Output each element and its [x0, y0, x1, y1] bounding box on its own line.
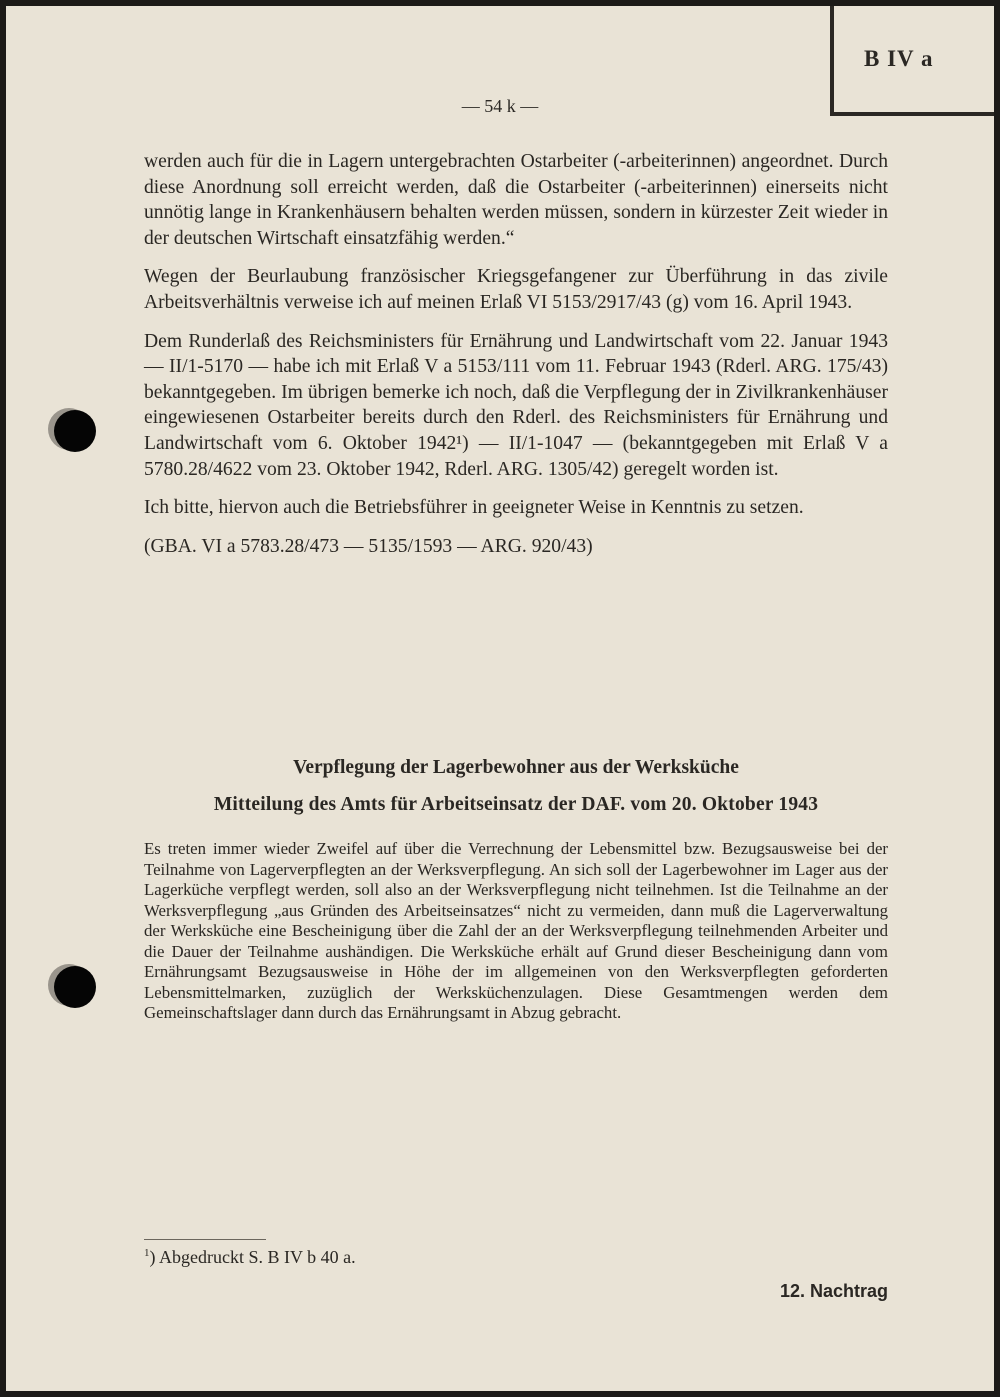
document-page	[6, 6, 994, 1391]
body-paragraph: Dem Runderlaß des Reichsministers für Ernährung und Landwirtschaft vom 22. Januar 1943 — II/1-5170 — habe ich mit Erlaß V a 5153/111 vom 11. Februar 1943 (Rderl. ARG. 175/43) bekanntgegeben. Im übrigen bemerke ich noch, daß die Verpflegung der in Zivilkrankenhäuser eingewiesenen Ostarbeiter bereits durch den Rderl. des Reichsministers für Ernährung und Landwirtschaft vom 6. Oktober 1942¹) — II/1-1047 — (bekanntgegeben mit Erlaß V a 5780.28/4622 vom 23. Oktober 1942, Rderl. ARG. 1305/42) geregelt worden ist.	[144, 330, 888, 480]
footnote	[144, 1247, 356, 1268]
section-tab-label: B IV a	[864, 46, 934, 71]
page-number: — 54 k —	[461, 96, 539, 116]
body-paragraph: werden auch für die in Lagern untergebrachten Ostarbeiter (-arbeiterinnen) angeordnet. Durch diese Anordnung soll erreicht werden, daß die Ostarbeiter (-arbeiterinnen) einerseits nicht unnötig lange in Krankenhäusern behalten werden müssen, sondern in kürzester Zeit wieder in der deutschen Wirtschaft einsatzfähig werden.“	[144, 151, 888, 249]
body-text	[144, 149, 888, 559]
supplement-label: 12. Nachtrag	[779, 1281, 888, 1301]
section-subtitle: Mitteilung des Amts für Arbeitseinsatz der DAF. vom 20. Oktober 1943	[213, 794, 819, 815]
body-paragraph: Wegen der Beurlaubung französischer Kriegsgefangener zur Überführung in das zivile Arbeitsverhältnis verweise ich auf meinen Erlaß VI 5153/2917/43 (g) vom 16. April 1943.	[144, 266, 888, 313]
reference-line: (GBA. VI a 5783.28/473 — 5135/1593 — ARG. 920/43)	[144, 535, 593, 557]
body-paragraph: Ich bitte, hiervon auch die Betriebsführer in geeigneter Weise in Kenntnis zu setzen.	[144, 497, 804, 519]
punch-hole	[54, 966, 96, 1008]
punch-hole	[54, 410, 96, 452]
footnote-marker: 1	[144, 1247, 150, 1259]
section-title: Verpflegung der Lagerbewohner aus der Werksküche	[293, 757, 739, 778]
section-text: Es treten immer wieder Zweifel auf über die Verrechnung der Lebensmittel bzw. Bezugsausweise bei der Teilnahme von Lagerverpflegten an der Werksverpflegung. An sich soll der Lagerbewohner im Lager aus der Lagerküche verpflegt werden, soll also an der Werksverpflegung nicht teilnehmen. Ist die Teilnahme an der Werksverpflegung „aus Gründen des Arbeitseinsatzes“ nicht zu vermeiden, dann muß die Lagerverwaltung der Werksküche eine Bescheinigung über die Zahl der an der Werksverpflegung teilnehmenden Arbeiter und die Dauer der Teilnahme aushändigen. Die Werksküche erhält auf Grund dieser Bescheinigung dann vom Ernährungsamt Bezugsausweise in Höhe der im allgemeinen von den Werksverpflegten geforderten Lebensmittelmarken, zuzüglich der Werksküchenzulagen. Diese Gesamtmengen werden dem Gemeinschaftslager dann durch das Ernährungsamt in Abzug gebracht.	[144, 839, 888, 1022]
footnote-divider	[144, 1239, 266, 1240]
footnote-text: ) Abgedruckt S. B IV b 40 a.	[149, 1247, 356, 1267]
